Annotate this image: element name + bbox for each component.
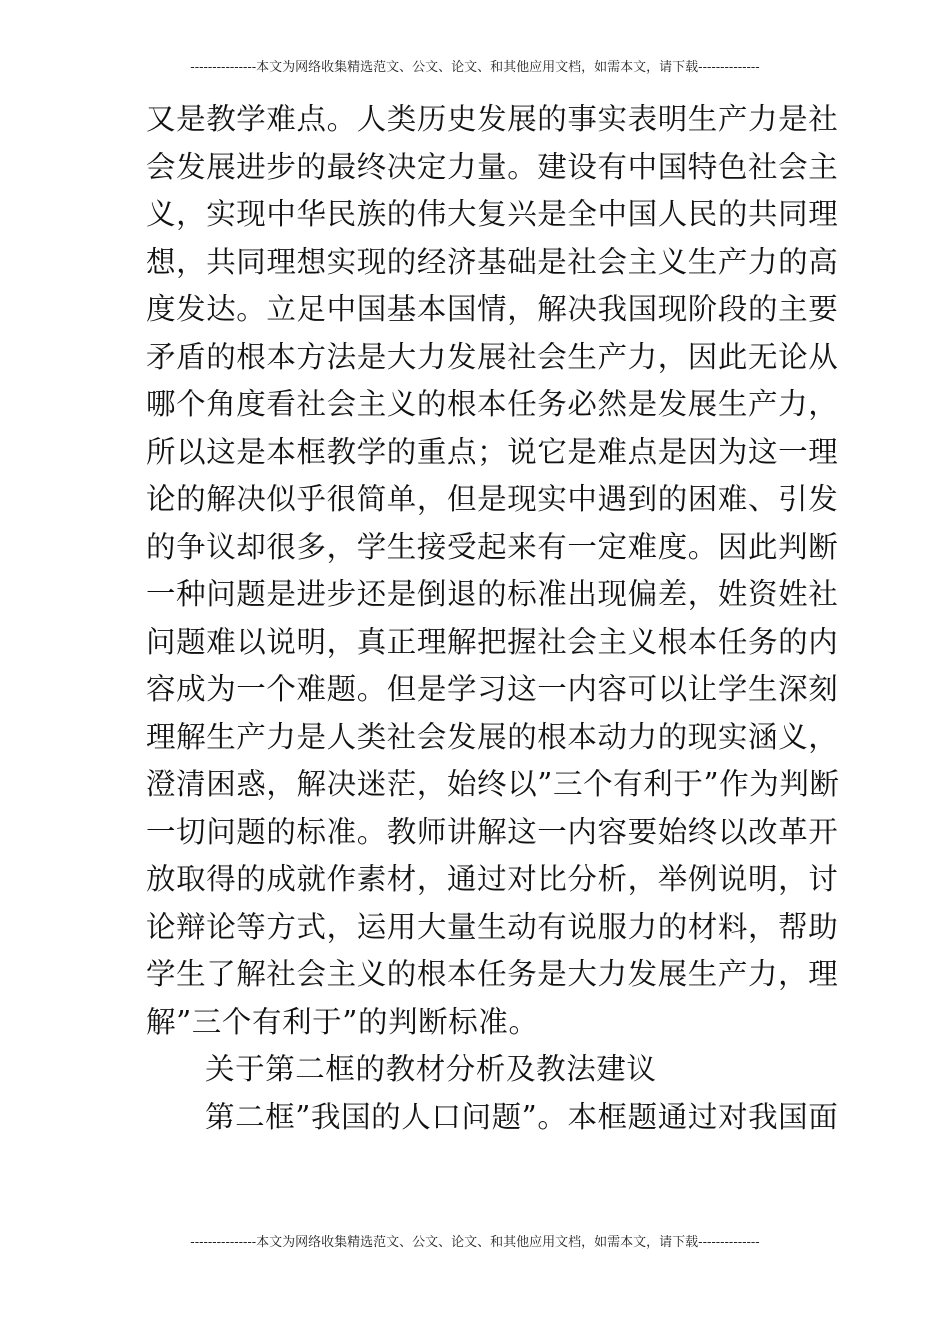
body-line: 论的解决似乎很简单，但是现实中遇到的困难、引发 — [146, 482, 839, 516]
body-line: 理解生产力是人类社会发展的根本动力的现实涵义， — [146, 719, 839, 754]
body-line: 解”三个有利于”的判断标准。 — [146, 1004, 539, 1039]
body-line: 容成为一个难题。但是学习这一内容可以让学生深刻 — [146, 672, 839, 706]
body-line: 度发达。立足中国基本国情，解决我国现阶段的主要 — [146, 292, 839, 326]
body-line: 的争议却很多，学生接受起来有一定难度。因此判断 — [146, 529, 839, 564]
body-line: 一切问题的标准。教师讲解这一内容要始终以改革开 — [146, 814, 839, 849]
body-line: 又是教学难点。人类历史发展的事实表明生产力是社 — [146, 102, 839, 136]
body-line: 澄清困惑，解决迷茫，始终以”三个有利于”作为判断 — [146, 767, 840, 801]
body-line: 会发展进步的最终决定力量。建设有中国特色社会主 — [146, 149, 839, 184]
document-body — [146, 96, 840, 1141]
body-line: 论辩论等方式，运用大量生动有说服力的材料，帮助 — [146, 909, 839, 944]
body-line: 学生了解社会主义的根本任务是大力发展生产力，理 — [146, 957, 839, 991]
section-heading: 关于第二框的教材分析及教法建议 — [205, 1052, 657, 1086]
body-line: 放取得的成就作素材，通过对比分析，举例说明，讨 — [146, 862, 839, 896]
header-banner: ---------------本文为网络收集精选范文、公文、论文、和其他应用文档，如需本文，请下载-------------- — [190, 60, 760, 75]
body-line: 想，共同理想实现的经济基础是社会主义生产力的高 — [146, 244, 839, 279]
footer-banner: ---------------本文为网络收集精选范文、公文、论文、和其他应用文档，如需本文，请下载-------------- — [190, 1235, 760, 1250]
body-line: 哪个角度看社会主义的根本任务必然是发展生产力， — [146, 387, 839, 421]
body-line: 一种问题是进步还是倒退的标准出现偏差，姓资姓社 — [146, 577, 839, 611]
body-line: 所以这是本框教学的重点；说它是难点是因为这一理 — [146, 434, 839, 469]
body-line: 矛盾的根本方法是大力发展社会生产力，因此无论从 — [146, 339, 839, 374]
body-line: 义，实现中华民族的伟大复兴是全中国人民的共同理 — [146, 197, 839, 231]
body-line: 问题难以说明，真正理解把握社会主义根本任务的内 — [146, 624, 839, 659]
body-line: 第二框”我国的人口问题”。本框题通过对我国面 — [205, 1099, 839, 1134]
